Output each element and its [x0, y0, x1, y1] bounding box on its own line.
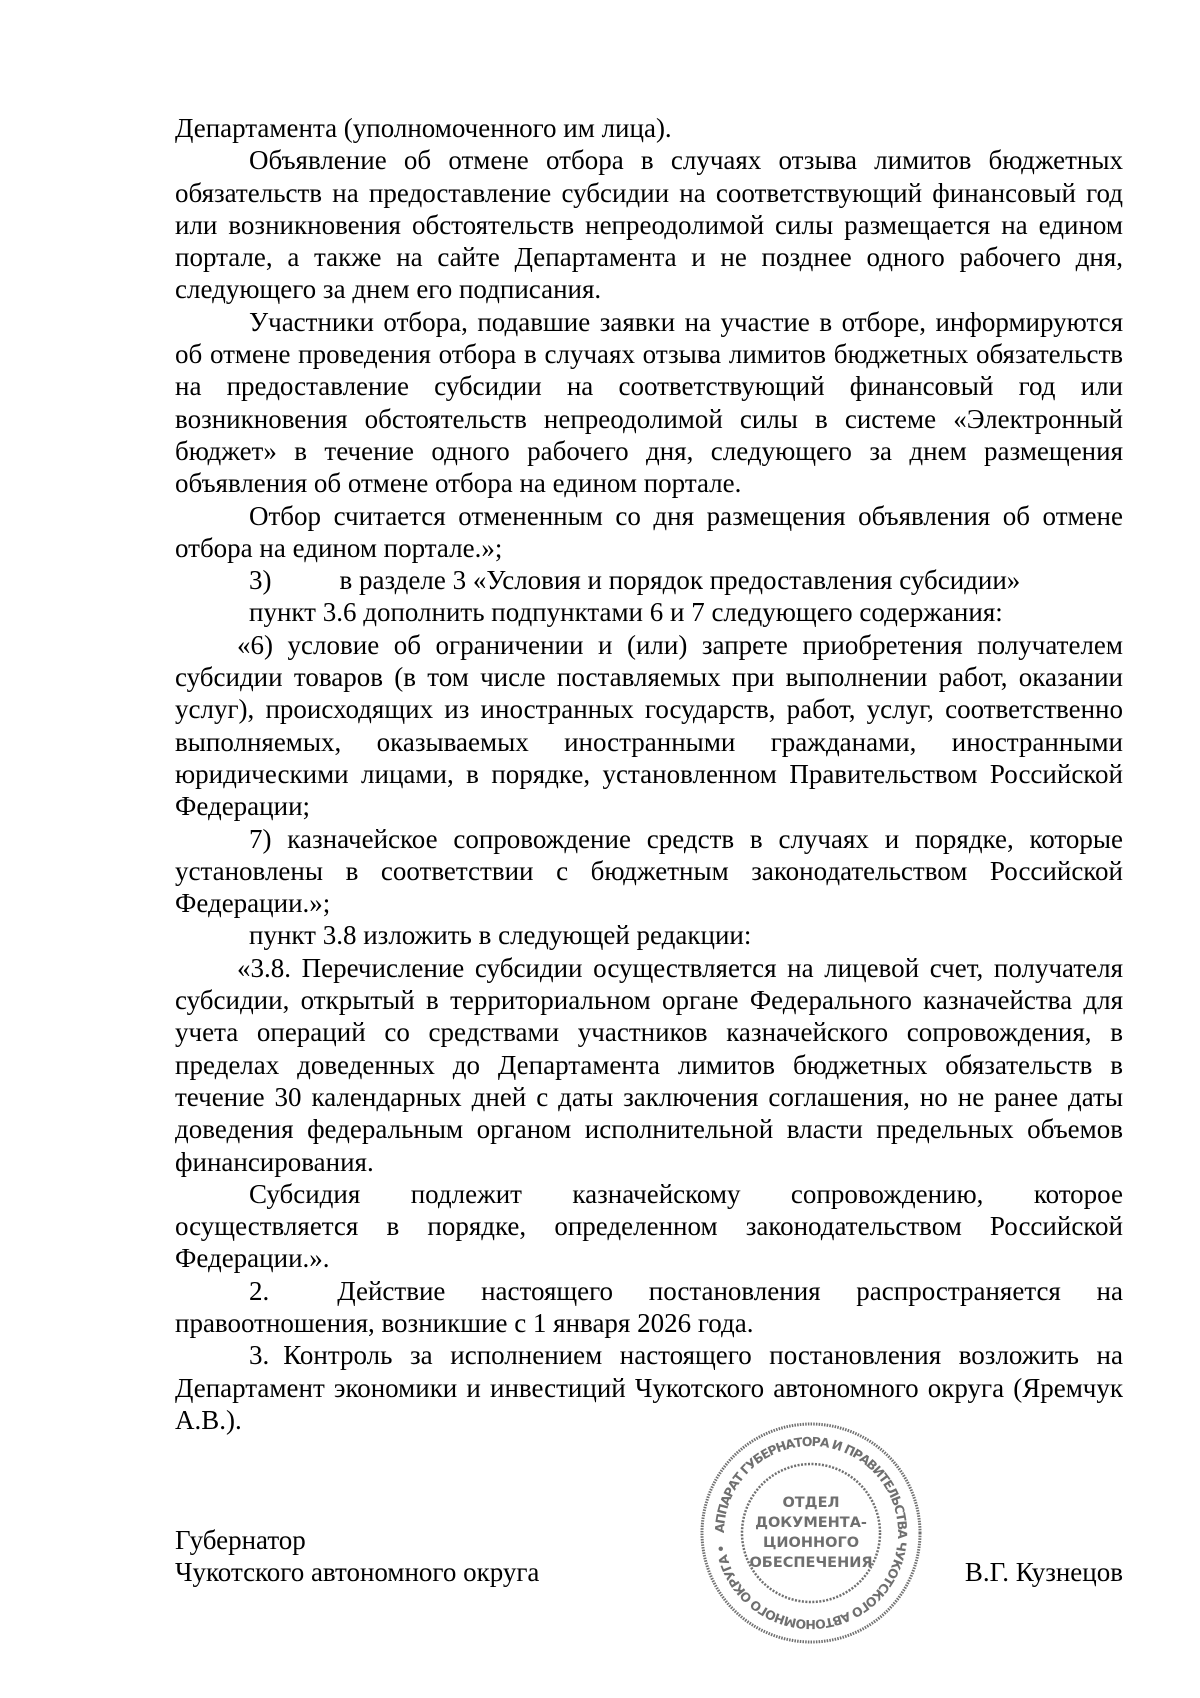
paragraph-participants-informed: Участники отбора, подавшие заявки на участие в отборе, информируются об отмене проведения отбора в случаях отзыва лимитов бюджетных обязательств на предоставление субсидии на соответствующий финансовый год или возникновения обстоятельств непреодолимой силы в системе «Электронный бюджет» в течение одного рабочего дня, следующего за днем размещения объявления об отмене отбора на едином портале. — [175, 306, 1123, 499]
paragraph-treasury-support: Субсидия подлежит казначейскому сопровождению, которое осуществляется в порядке, определенном законодательством Российской Федерации.». — [175, 1178, 1123, 1274]
signatory-name: В.Г. Кузнецов — [964, 1557, 1123, 1587]
paragraph-selection-cancelled: Отбор считается отмененным со дня размещения объявления об отмене отбора на едином портале.»; — [175, 500, 1123, 563]
department-stamp — [698, 1420, 924, 1646]
stamp-outer-text: АППАРАТ ГУБЕРНАТОРА И ПРАВИТЕЛЬСТВА ЧУКОТСКОГО АВТОНОМНОГО ОКРУГА • — [711, 1433, 911, 1633]
paragraph-clause-3-6: пункт 3.6 дополнить подпунктами 6 и 7 следующего содержания: — [249, 597, 1003, 628]
paragraph-clause-3-8-text: «3.8. Перечисление субсидии осуществляется на лицевой счет, получателя субсидии, открытый в территориальном органе Федерального казначейства для учета операций со средствами участников казначейского сопровождения, в пределах доведенных до Департамента лимитов бюджетных обязательств в течение 30 календарных дней с даты заключения соглашения, но не ранее даты доведения федеральным органом исполнительной власти предельных объемов финансирования. — [175, 952, 1123, 1177]
clause-2-line-1 — [175, 1275, 1123, 1307]
clause-3 — [175, 1339, 1123, 1436]
paragraph-dept-continuation: Департамента (уполномоченного им лица). — [175, 113, 672, 143]
item-3-number: 3) — [249, 565, 272, 596]
stamp-center-line-1: ОТДЕЛ — [782, 1495, 840, 1511]
stamp-center-line-4: ОБЕСПЕЧЕНИЯ — [749, 1555, 873, 1571]
clause-3-number: 3. — [249, 1340, 270, 1371]
paragraph-subclause-6: «6) условие об ограничении и (или) запрете приобретения получателем субсидии товаров (в том числе поставляемых при выполнении работ, оказании услуг), происходящих из иностранных государств, работ, услуг, соответственно выполняемых, оказываемых иностранными гражданами, иностранными юридическими лицами, в порядке, установленном Правительством Российской Федерации; — [175, 629, 1123, 822]
document-body — [175, 112, 1123, 1436]
item-3-text: в разделе 3 «Условия и порядок предоставления субсидии» — [339, 565, 1021, 596]
stamp-center-line-3: ЦИОННОГО — [762, 1535, 860, 1551]
clause-2-text: Действие настоящего постановления распространяется на — [337, 1275, 1123, 1306]
stamp-center-line-2: ДОКУМЕНТА- — [755, 1515, 867, 1531]
clause-3-text: Контроль за исполнением настоящего постановления возложить на Департамент экономики и инвестиций Чукотского автономного округа (Яремчук А.В.). — [175, 1340, 1123, 1435]
paragraph-cancel-announcement: Объявление об отмене отбора в случаях отзыва лимитов бюджетных обязательств на предоставление субсидии на соответствующий финансовый год или возникновения обстоятельств непреодолимой силы размещается на едином портале, а также на сайте Департамента и не позднее одного рабочего дня, следующего за днем его подписания. — [175, 145, 1123, 305]
item-3-section-3 — [175, 564, 1123, 596]
paragraph-clause-3-8: пункт 3.8 изложить в следующей редакции: — [249, 920, 752, 951]
paragraph-subclause-7: 7) казначейское сопровождение средств в случаях и порядке, которые установлены в соответствии с бюджетным законодательством Российской Федерации.»; — [175, 823, 1123, 919]
clause-2-number: 2. — [249, 1275, 270, 1306]
signatory-position — [175, 1524, 539, 1588]
signatory-position-line-1: Губернатор — [175, 1525, 306, 1555]
signatory-position-line-2: Чукотского автономного округа — [175, 1557, 540, 1587]
svg-text:АППАРАТ ГУБЕРНАТОРА И ПРАВИТЕЛ — [712, 1434, 910, 1632]
clause-2-line-2: правоотношения, возникшие с 1 января 2026 года. — [175, 1307, 754, 1338]
